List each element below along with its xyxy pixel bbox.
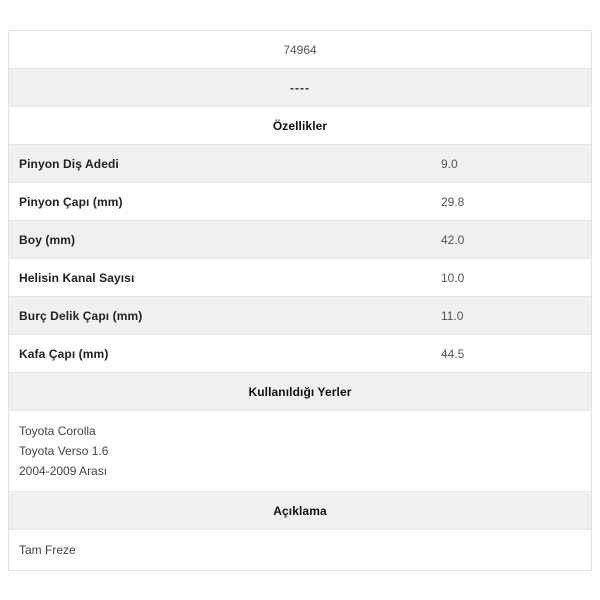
spec-value: 44.5	[441, 346, 465, 361]
brand-placeholder: ----	[290, 80, 310, 95]
spec-label: Pinyon Diş Adedi	[19, 156, 119, 171]
spec-label: Helisin Kanal Sayısı	[19, 270, 135, 285]
usage-section-header	[9, 373, 591, 411]
spec-row	[9, 183, 591, 221]
usage-line: Toyota Corolla	[19, 424, 96, 438]
usage-list	[9, 411, 591, 492]
spec-value: 11.0	[441, 308, 464, 323]
product-spec-table	[8, 30, 592, 571]
spec-value: 29.8	[441, 194, 465, 209]
spec-value: 9.0	[441, 156, 458, 171]
product-code: 74964	[283, 42, 317, 57]
specs-section-header	[9, 107, 591, 145]
usage-section-title: Kullanıldığı Yerler	[248, 384, 352, 399]
spec-label: Boy (mm)	[19, 232, 76, 247]
product-code-row	[9, 31, 591, 69]
spec-row	[9, 335, 591, 373]
spec-value: 10.0	[441, 270, 465, 285]
spec-label: Pinyon Çapı (mm)	[19, 194, 123, 209]
spec-label: Kafa Çapı (mm)	[19, 346, 109, 361]
brand-placeholder-row	[9, 69, 591, 107]
spec-row	[9, 221, 591, 259]
usage-line: Toyota Verso 1.6	[19, 444, 109, 458]
usage-line: 2004-2009 Arası	[19, 464, 108, 478]
specs-section-title: Özellikler	[272, 118, 328, 133]
spec-label: Burç Delik Çapı (mm)	[19, 308, 143, 323]
spec-row	[9, 145, 591, 183]
description-row	[9, 530, 591, 570]
spec-value: 42.0	[441, 232, 465, 247]
description-section-header	[9, 492, 591, 530]
description-text: Tam Freze	[19, 543, 76, 557]
spec-row	[9, 259, 591, 297]
description-section-title: Açıklama	[273, 503, 327, 518]
spec-row	[9, 297, 591, 335]
